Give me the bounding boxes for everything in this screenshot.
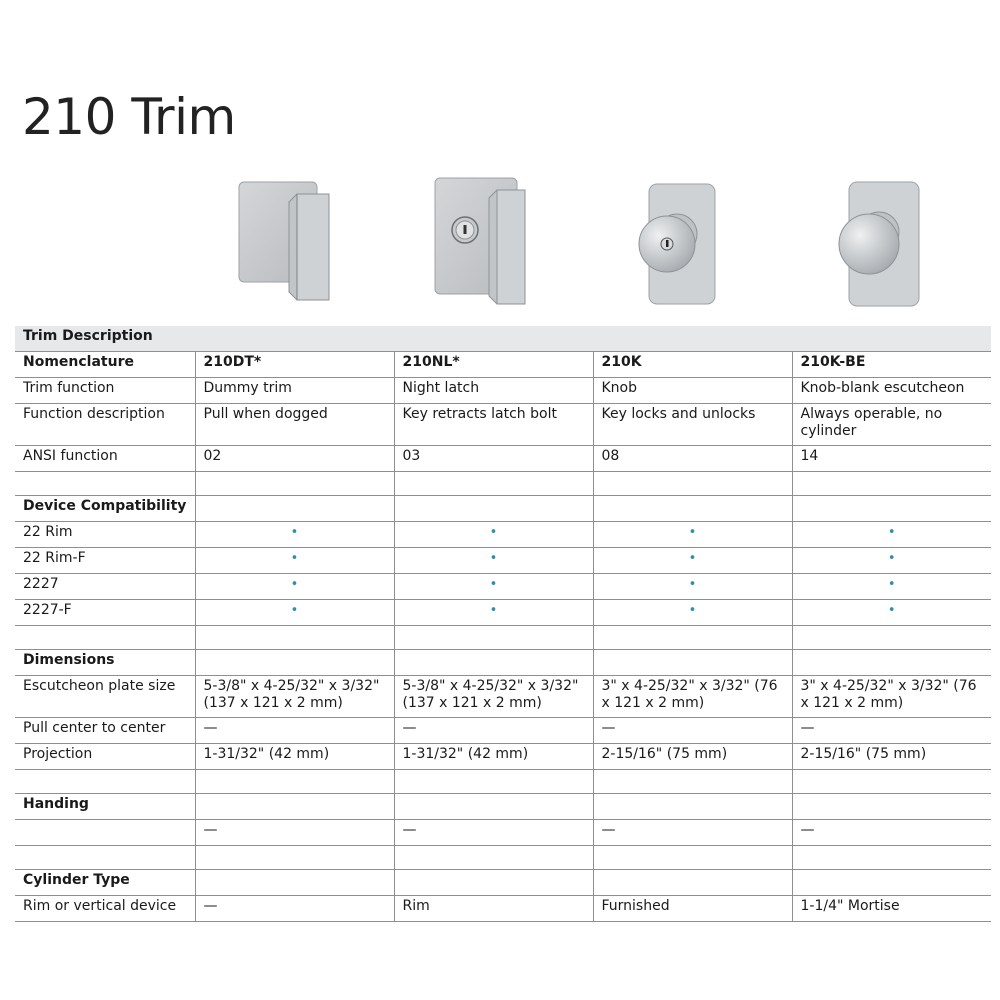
cell: 210K-BE — [792, 352, 991, 378]
compatible-dot: • — [887, 603, 896, 618]
cell: 5-3/8" x 4-25/32" x 3/32" (137 x 121 x 2 mm) — [394, 676, 593, 718]
spacer-row — [15, 770, 991, 794]
table-row — [15, 896, 991, 922]
cell: 1-31/32" (42 mm) — [195, 744, 394, 770]
cell: 1-1/4" Mortise — [792, 896, 991, 922]
table-row — [15, 820, 991, 846]
cell: 210K — [593, 352, 792, 378]
section-row — [15, 496, 991, 522]
compatible-dot: • — [489, 551, 498, 566]
row-label: 2227-F — [15, 600, 195, 626]
table-row — [15, 548, 991, 574]
cell: 2-15/16" (75 mm) — [792, 744, 991, 770]
cell: Key retracts latch bolt — [394, 404, 593, 446]
compatible-dot: • — [688, 551, 697, 566]
row-label: Pull center to center — [15, 718, 195, 744]
section-label: Handing — [15, 794, 195, 820]
knob-blank-escutcheon-image — [815, 172, 1000, 312]
cell: 3" x 4-25/32" x 3/32" (76 x 121 x 2 mm) — [792, 676, 991, 718]
section-row — [15, 794, 991, 820]
compatible-dot: • — [688, 525, 697, 540]
compatible-dot: • — [489, 577, 498, 592]
table-row — [15, 676, 991, 718]
cell: 08 — [593, 446, 792, 472]
row-label: Nomenclature — [15, 352, 195, 378]
section-row — [15, 870, 991, 896]
table-row — [15, 600, 991, 626]
spacer-row — [15, 626, 991, 650]
row-label: ANSI function — [15, 446, 195, 472]
compatible-dot: • — [489, 603, 498, 618]
table-header-row — [15, 326, 991, 352]
cell: Rim — [394, 896, 593, 922]
cell: Dummy trim — [195, 378, 394, 404]
row-label: Rim or vertical device — [15, 896, 195, 922]
cell: 210DT* — [195, 352, 394, 378]
table-row — [15, 718, 991, 744]
cell: — — [394, 718, 593, 744]
row-label: Projection — [15, 744, 195, 770]
compatible-dot: • — [290, 577, 299, 592]
dummy-trim-pull-image — [237, 172, 436, 312]
row-label: 2227 — [15, 574, 195, 600]
knob-with-keyway-image — [615, 172, 814, 312]
spacer-row — [15, 846, 991, 870]
compatible-dot: • — [290, 603, 299, 618]
compatible-dot: • — [887, 577, 896, 592]
row-label: 22 Rim-F — [15, 548, 195, 574]
trim-spec-table — [15, 326, 991, 922]
table-row — [15, 522, 991, 548]
compatible-dot: • — [887, 551, 896, 566]
cell: Knob — [593, 378, 792, 404]
cell: Furnished — [593, 896, 792, 922]
cell: 02 — [195, 446, 394, 472]
section-label: Cylinder Type — [15, 870, 195, 896]
cell: Knob-blank escutcheon — [792, 378, 991, 404]
row-label: Function description — [15, 404, 195, 446]
cell: Pull when dogged — [195, 404, 394, 446]
cell: 14 — [792, 446, 991, 472]
cell: — — [394, 820, 593, 846]
cell: — — [593, 718, 792, 744]
compatible-dot: • — [688, 577, 697, 592]
trim-description-header: Trim Description — [15, 326, 991, 352]
cell: Key locks and unlocks — [593, 404, 792, 446]
spacer-row — [15, 472, 991, 496]
table-row — [15, 744, 991, 770]
night-latch-pull-with-cylinder-image — [433, 172, 632, 312]
table-row — [15, 446, 991, 472]
cell: Always operable, no cylinder — [792, 404, 991, 446]
cell: — — [195, 896, 394, 922]
section-label: Device Compatibility — [15, 496, 195, 522]
cell: 03 — [394, 446, 593, 472]
compatible-dot: • — [290, 551, 299, 566]
cell: 2-15/16" (75 mm) — [593, 744, 792, 770]
compatible-dot: • — [489, 525, 498, 540]
table-row — [15, 404, 991, 446]
page-title: 210 Trim — [22, 88, 236, 146]
section-label: Dimensions — [15, 650, 195, 676]
section-row — [15, 650, 991, 676]
row-label: 22 Rim — [15, 522, 195, 548]
cell: — — [792, 820, 991, 846]
table-row — [15, 378, 991, 404]
compatible-dot: • — [887, 525, 896, 540]
cell: — — [195, 718, 394, 744]
cell: 210NL* — [394, 352, 593, 378]
cell: 1-31/32" (42 mm) — [394, 744, 593, 770]
compatible-dot: • — [688, 603, 697, 618]
compatible-dot: • — [290, 525, 299, 540]
cell: — — [792, 718, 991, 744]
table-row — [15, 574, 991, 600]
row-label: Escutcheon plate size — [15, 676, 195, 718]
row-label — [15, 820, 195, 846]
cell: Night latch — [394, 378, 593, 404]
cell: 5-3/8" x 4-25/32" x 3/32" (137 x 121 x 2 mm) — [195, 676, 394, 718]
product-images — [197, 172, 992, 312]
row-label: Trim function — [15, 378, 195, 404]
cell: — — [195, 820, 394, 846]
table-row — [15, 352, 991, 378]
cell: — — [593, 820, 792, 846]
cell: 3" x 4-25/32" x 3/32" (76 x 121 x 2 mm) — [593, 676, 792, 718]
